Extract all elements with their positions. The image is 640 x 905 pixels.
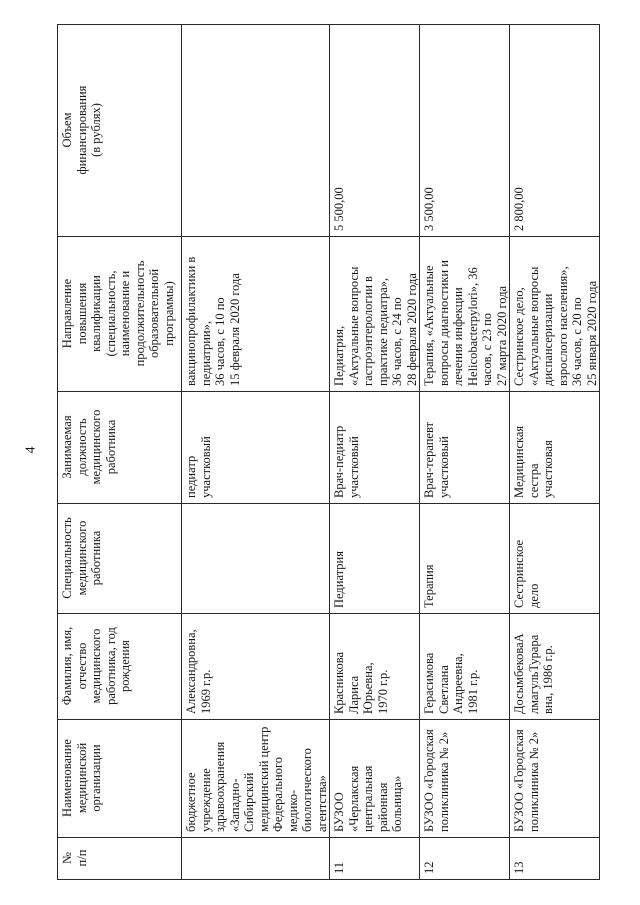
- table-row: [420, 25, 510, 880]
- cell-organization: БУЗОО «Городская поликлиника № 2»: [420, 720, 510, 838]
- cell-position: Врач-педиатр участковый: [330, 392, 420, 504]
- cell-specialty: Педиатрия: [330, 504, 420, 614]
- cell-organization: БУЗОО «Черлакская центральная районная больница»: [330, 720, 420, 838]
- header-funding: Объем финансирования (в рублях): [58, 25, 182, 237]
- table-row: [510, 25, 600, 880]
- cell-organization: БУЗОО «Городская поликлиника № 2»: [510, 720, 600, 838]
- cell-specialty: Сестринское дело: [510, 504, 600, 614]
- cell-training-direction: Педиатрия, «Актуальные вопросы гастроэнтерологии в практике педиатра», 36 часов, с 24 по 28 февраля 2020 года: [330, 237, 420, 392]
- table-row: [182, 25, 330, 880]
- page-number: 4: [23, 446, 39, 454]
- cell-number: 11: [330, 838, 420, 880]
- cell-training-direction: Терапия, «Актуальные вопросы диагностики и лечения инфекции Helicobacterpylori», 36 часов, с 23 по 27 марта 2020 года: [420, 237, 510, 392]
- cell-number: 13: [510, 838, 600, 880]
- qualification-table: [57, 24, 600, 880]
- header-specialty: Специальность медицинского работника: [58, 504, 182, 614]
- cell-funding: 5 500,00: [330, 25, 420, 237]
- cell-specialty: Терапия: [420, 504, 510, 614]
- cell-training-direction: Сестринское дело, «Актуальные вопросы диспансеризации взрослого населения», 36 часов, с 20 по 25 января 2020 года: [510, 237, 600, 392]
- cell-funding: 2 800,00: [510, 25, 600, 237]
- header-position: Занимаемая должность медицинского работника: [58, 392, 182, 504]
- table-header-row: [58, 25, 182, 880]
- cell-training-direction: вакцинопрофилактики в педиатрии», 36 часов, с 10 по 15 февраля 2020 года: [182, 237, 330, 392]
- cell-funding: 3 500,00: [420, 25, 510, 237]
- cell-funding: [182, 25, 330, 237]
- cell-full-name: ДосымбековаА лмагульТурара вна, 1986 г.р.: [510, 614, 600, 720]
- header-full-name: Фамилия, имя, отчество медицинского работника, год рождения: [58, 614, 182, 720]
- table-row: [330, 25, 420, 880]
- cell-number: [182, 838, 330, 880]
- header-number: № п/п: [58, 838, 182, 880]
- cell-position: педиатр участковый: [182, 392, 330, 504]
- cell-number: 12: [420, 838, 510, 880]
- header-training-direction: Направление повышения квалификации (специальность, наименование и продолжительность образовательной программы): [58, 237, 182, 392]
- cell-full-name: Герасимова Светлана Андреевна, 1981 г.р.: [420, 614, 510, 720]
- cell-position: Врач-терапевт участковый: [420, 392, 510, 504]
- cell-full-name: Александровна, 1969 г.р.: [182, 614, 330, 720]
- rotated-page-content: [57, 25, 599, 880]
- cell-full-name: Красникова Лариса Юрьевна, 1970 г.р.: [330, 614, 420, 720]
- cell-organization: бюджетное учреждение здравоохранения «Западно-Сибирский медицинский центр Федерального медико-биологического агентства»: [182, 720, 330, 838]
- cell-specialty: [182, 504, 330, 614]
- header-organization: Наименование медицинской организации: [58, 720, 182, 838]
- cell-position: Медицинская сестра участковая: [510, 392, 600, 504]
